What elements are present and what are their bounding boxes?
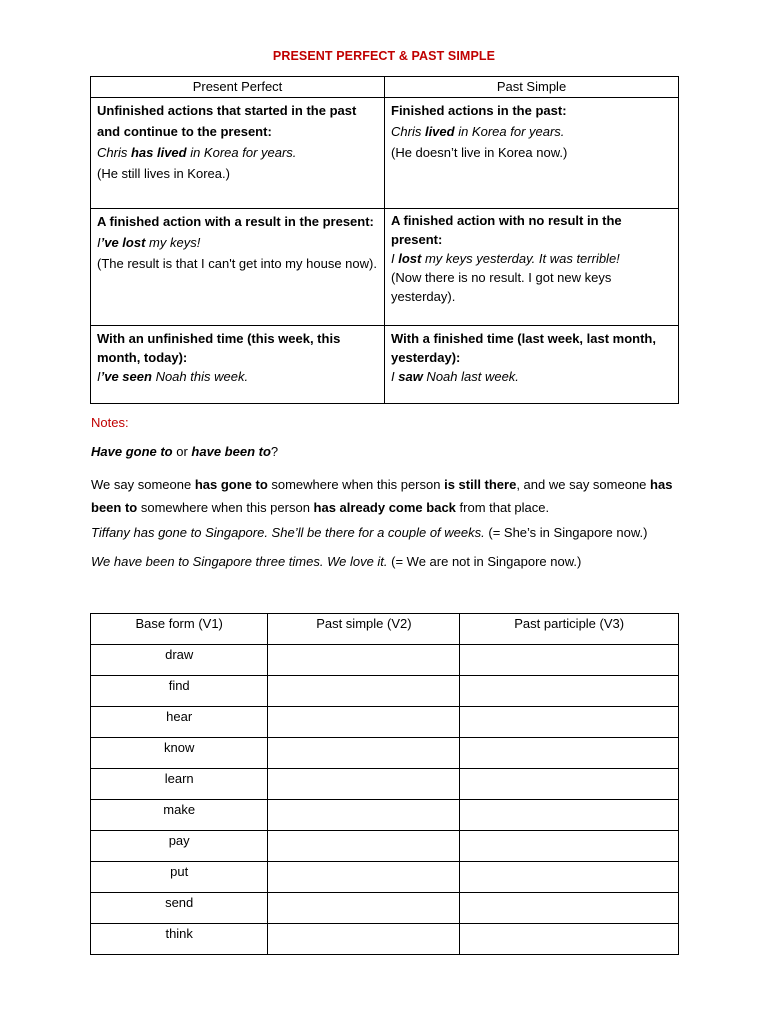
verb-past-participle-blank[interactable] <box>460 738 679 769</box>
verb-forms-table <box>90 613 679 955</box>
example-note: (He still lives in Korea.) <box>97 166 230 181</box>
verb-past-participle-blank[interactable] <box>460 769 679 800</box>
verb-past-participle-blank[interactable] <box>460 707 679 738</box>
rule-heading: With a finished time (last week, last month, yesterday): <box>391 331 656 365</box>
verb-past-simple-blank[interactable] <box>268 676 460 707</box>
example-sentence: Chris has lived in Korea for years. <box>97 145 297 160</box>
verb-base: think <box>91 924 268 955</box>
rule-heading: A finished action with a result in the present: <box>97 214 374 229</box>
header-past-participle: Past participle (V3) <box>460 614 679 645</box>
verb-past-simple-blank[interactable] <box>268 893 460 924</box>
verb-past-simple-blank[interactable] <box>268 707 460 738</box>
verb-row <box>91 676 679 707</box>
example-sentence: I saw Noah last week. <box>391 369 519 384</box>
verb-row <box>91 769 679 800</box>
verb-row <box>91 924 679 955</box>
page-title: PRESENT PERFECT & PAST SIMPLE <box>272 49 496 63</box>
verb-past-participle-blank[interactable] <box>460 800 679 831</box>
verb-past-participle-blank[interactable] <box>460 893 679 924</box>
verb-row <box>91 645 679 676</box>
verb-row <box>91 800 679 831</box>
example-sentence: I lost my keys yesterday. It was terrible! <box>391 251 620 266</box>
cell-past-simple <box>385 98 679 209</box>
verb-row <box>91 893 679 924</box>
verb-row <box>91 707 679 738</box>
verb-past-simple-blank[interactable] <box>268 800 460 831</box>
comparison-header-row <box>91 77 679 98</box>
example-note: (The result is that I can't get into my house now). <box>97 256 377 271</box>
comparison-table <box>90 76 679 404</box>
verb-past-simple-blank[interactable] <box>268 831 460 862</box>
rule-heading: With an unfinished time (this week, this month, today): <box>97 331 341 365</box>
comparison-row <box>91 326 679 404</box>
verb-row <box>91 862 679 893</box>
cell-present-perfect <box>91 209 385 326</box>
header-base-form: Base form (V1) <box>91 614 268 645</box>
verb-base: find <box>91 676 268 707</box>
verb-past-simple-blank[interactable] <box>268 645 460 676</box>
cell-past-simple <box>385 209 679 326</box>
rule-heading: Finished actions in the past: <box>391 103 567 118</box>
notes-explanation: We say someone has gone to somewhere when this person is still there, and we say someone has been to somewhere when this person has already come back from that place. <box>91 477 673 515</box>
verb-past-simple-blank[interactable] <box>268 862 460 893</box>
cell-present-perfect <box>91 98 385 209</box>
example-note: (Now there is no result. I got new keys yesterday). <box>391 270 612 304</box>
verb-base: make <box>91 800 268 831</box>
comparison-row <box>91 209 679 326</box>
notes-heading: Notes: <box>91 415 129 430</box>
header-present-perfect: Present Perfect <box>91 77 385 98</box>
verb-row <box>91 738 679 769</box>
verb-base: learn <box>91 769 268 800</box>
rule-heading: Unfinished actions that started in the past and continue to the present: <box>97 103 357 139</box>
verb-base: send <box>91 893 268 924</box>
cell-present-perfect <box>91 326 385 404</box>
verb-past-simple-blank[interactable] <box>268 738 460 769</box>
verb-base: know <box>91 738 268 769</box>
verb-base: draw <box>91 645 268 676</box>
verb-past-participle-blank[interactable] <box>460 645 679 676</box>
example-sentence: I’ve seen Noah this week. <box>97 369 249 384</box>
verb-base: put <box>91 862 268 893</box>
example-sentence: I’ve lost my keys! <box>97 235 201 250</box>
cell-past-simple <box>385 326 679 404</box>
verb-past-simple-blank[interactable] <box>268 924 460 955</box>
example-note: (He doesn’t live in Korea now.) <box>391 145 568 160</box>
header-past-simple-v2: Past simple (V2) <box>268 614 460 645</box>
verb-table-header-row <box>91 614 679 645</box>
notes-example-2: We have been to Singapore three times. We love it. (= We are not in Singapore now.) <box>91 554 582 569</box>
comparison-row <box>91 98 679 209</box>
rule-heading: A finished action with no result in the present: <box>391 213 622 247</box>
verb-past-participle-blank[interactable] <box>460 676 679 707</box>
verb-past-participle-blank[interactable] <box>460 924 679 955</box>
verb-past-participle-blank[interactable] <box>460 831 679 862</box>
header-past-simple: Past Simple <box>385 77 679 98</box>
example-sentence: Chris lived in Korea for years. <box>391 124 565 139</box>
notes-question: Have gone to or have been to? <box>91 444 279 459</box>
notes-example-1: Tiffany has gone to Singapore. She’ll be there for a couple of weeks. (= She’s in Singapore now.) <box>91 525 648 540</box>
verb-base: hear <box>91 707 268 738</box>
verb-base: pay <box>91 831 268 862</box>
verb-row <box>91 831 679 862</box>
verb-past-participle-blank[interactable] <box>460 862 679 893</box>
verb-past-simple-blank[interactable] <box>268 769 460 800</box>
